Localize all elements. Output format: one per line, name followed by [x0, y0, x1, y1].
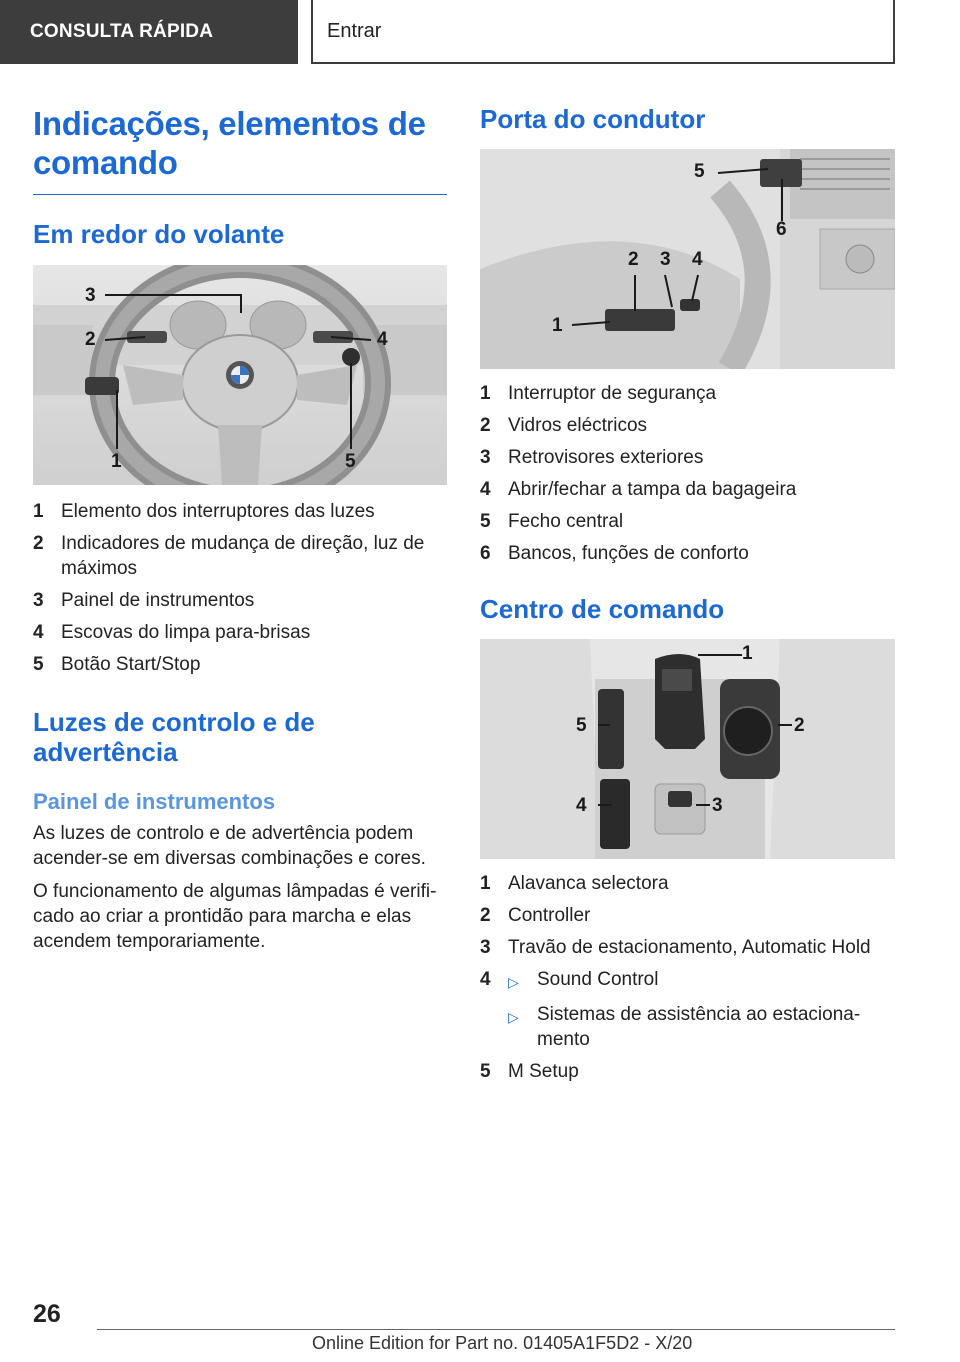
- callout-5: 5: [576, 715, 587, 736]
- item-text: Painel de instrumentos: [61, 590, 255, 611]
- list-item: [480, 477, 895, 502]
- sub-item: [508, 967, 658, 995]
- item-text: Abrir/fechar a tampa da bagageira: [508, 479, 797, 500]
- center-console-illustration: [480, 639, 895, 859]
- callout-2: 2: [85, 329, 96, 350]
- callout-4: 4: [692, 249, 703, 270]
- callout-5: 5: [345, 451, 356, 472]
- callout-1: 1: [742, 643, 753, 664]
- right-column: [480, 104, 895, 1091]
- item-number: 3: [480, 937, 491, 958]
- callout-3: 3: [85, 285, 96, 306]
- callout-5: 5: [694, 161, 705, 182]
- item-text: Sistemas de assistência ao estacionamento: [537, 1004, 861, 1050]
- door-heading: Porta do condutor: [480, 104, 706, 134]
- door-figure: [480, 149, 895, 369]
- item-text: Interruptor de segurança: [508, 383, 717, 404]
- item-text: Vidros eléctricos: [508, 415, 648, 436]
- item-number: 2: [480, 905, 491, 926]
- item-number: 3: [480, 447, 491, 468]
- item-number: 2: [480, 415, 491, 436]
- item-number-spacer: [480, 1002, 508, 1052]
- center-console-figure: [480, 639, 895, 859]
- item-number: 4: [480, 479, 491, 500]
- list-item: [33, 499, 447, 524]
- warning-heading: Luzes de controlo e de advertência: [33, 707, 315, 767]
- list-item: [480, 509, 895, 534]
- item-text: Fecho central: [508, 511, 624, 532]
- warning-subheading: Painel de instrumentos: [33, 789, 276, 814]
- section-tab: [0, 0, 298, 64]
- list-item: [480, 903, 895, 928]
- list-item: [33, 652, 447, 677]
- chapter-tab: [311, 0, 895, 64]
- callout-3: 3: [712, 795, 723, 816]
- triangle-bullet-icon: ▷: [508, 1009, 519, 1025]
- callout-2: 2: [628, 249, 639, 270]
- center-heading: Centro de comando: [480, 594, 725, 624]
- warning-paragraph-1: As luzes de controlo e de advertência podem acender-se em diversas combinações e cores.: [33, 823, 426, 869]
- left-column: [33, 104, 447, 962]
- item-number: 1: [480, 873, 491, 894]
- warning-paragraph-2: O funcionamento de algumas lâmpadas é verificado ao criar a prontidão para marcha e elas acendem temporariamente.: [33, 881, 437, 952]
- list-item: [33, 588, 447, 613]
- callout-3: 3: [660, 249, 671, 270]
- item-text: Retrovisores exteriores: [508, 447, 704, 468]
- door-illustration: [480, 149, 895, 369]
- item-text: Botão Start/Stop: [61, 654, 201, 675]
- page-title: Indicações, elementos de comando: [33, 105, 426, 181]
- title-rule: [33, 194, 447, 195]
- item-number: 5: [480, 1061, 491, 1082]
- callout-1: 1: [552, 315, 563, 336]
- list-item: [480, 871, 895, 896]
- list-item: [480, 541, 895, 566]
- item-text: Sound Control: [537, 969, 659, 990]
- item-text: Indicadores de mudança de direção, luz de máximos: [61, 533, 425, 579]
- list-item: [33, 531, 447, 581]
- chapter-label: Entrar: [327, 19, 382, 42]
- callout-6: 6: [776, 219, 787, 240]
- item-number: 3: [33, 590, 44, 611]
- steering-heading: Em redor do volante: [33, 219, 285, 249]
- list-item: [480, 413, 895, 438]
- center-list: [480, 871, 895, 1084]
- callout-1: 1: [111, 451, 122, 472]
- item-text: Escovas do limpa para-brisas: [61, 622, 311, 643]
- list-item: [480, 445, 895, 470]
- list-item: [480, 381, 895, 406]
- item-number: 4: [480, 969, 491, 990]
- item-text: M Setup: [508, 1061, 579, 1082]
- steering-list: [33, 499, 447, 677]
- item-number: 5: [480, 511, 491, 532]
- item-text: Bancos, funções de conforto: [508, 543, 749, 564]
- list-item: [480, 935, 895, 960]
- list-item: [33, 620, 447, 645]
- item-text: Controller: [508, 905, 591, 926]
- item-number: 1: [480, 383, 491, 404]
- footer-rule: [97, 1329, 895, 1330]
- item-number: 6: [480, 543, 491, 564]
- item-number: 2: [33, 533, 44, 554]
- steering-wheel-figure: [33, 265, 447, 485]
- callout-4: 4: [377, 329, 388, 350]
- item-text: Alavanca selectora: [508, 873, 669, 894]
- callout-2: 2: [794, 715, 805, 736]
- list-item: [480, 1002, 895, 1052]
- edition-note: Online Edition for Part no. 01405A1F5D2 - X/20: [312, 1333, 693, 1353]
- list-item: [480, 1059, 895, 1084]
- item-number: 5: [33, 654, 44, 675]
- item-text: Travão de estacionamento, Automatic Hold: [508, 937, 871, 958]
- section-label: CONSULTA RÁPIDA: [30, 21, 214, 42]
- triangle-bullet-icon: ▷: [508, 974, 519, 990]
- item-number: 4: [33, 622, 44, 643]
- page-number: 26: [33, 1300, 61, 1328]
- item-number: 1: [33, 501, 44, 522]
- sub-item: [508, 1002, 895, 1052]
- callout-4: 4: [576, 795, 587, 816]
- door-list: [480, 381, 895, 566]
- list-item: [480, 967, 895, 995]
- item-text: Elemento dos interruptores das luzes: [61, 501, 375, 522]
